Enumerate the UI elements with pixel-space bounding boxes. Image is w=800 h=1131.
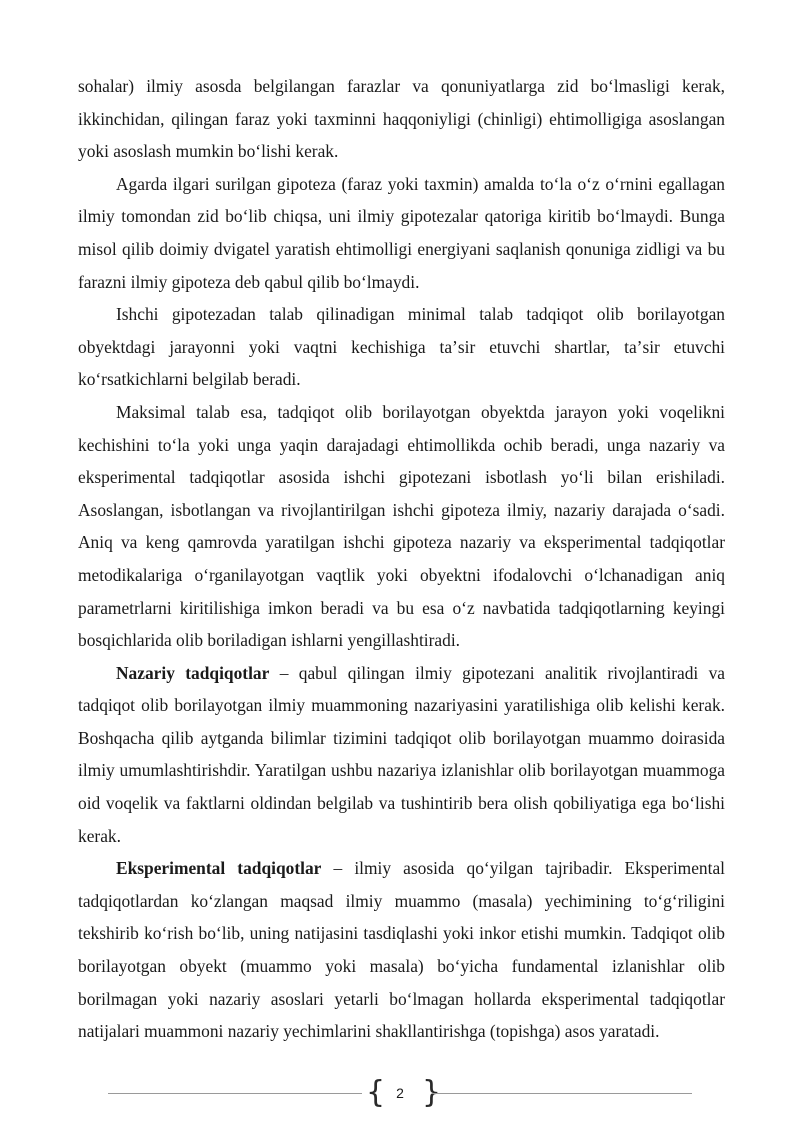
paragraph-maximal-requirement: Maksimal talab esa, tadqiqot olib borilayotgan obyektda jarayon yoki voqelikni kechishini toʻla yoki unga yaqin darajadagi ehtimollikda ochib beradi, unga nazariy va eksperimental tadqiqotlar asosida ishchi gipotezani isbotlash yoʻli bilan erishiladi. Asoslangan, isbotlangan va rivojlantirilgan ishchi gipoteza ilmiy, nazariy darajada oʻsadi. Aniq va keng qamrovda yaratilgan ishchi gipoteza nazariy va eksperimental tadqiqotlar metodikalariga oʻrganilayotgan vaqtlik yoki obyektni ifodalovchi oʻlchanadigan aniq parametrlarni kiritilishiga imkon beradi va bu esa oʻz navbatida tadqiqotlarning keyingi bosqichlarida olib boriladigan ishlarni yengillashtiradi.	[78, 401, 725, 651]
paragraph-hypothesis-contradiction: Agarda ilgari surilgan gipoteza (faraz yoki taxmin) amalda toʻla oʻz oʻrnini egallagan ilmiy tomondan zid boʻlib chiqsa, uni ilmiy gipotezalar qatoriga kiritib boʻlmaydi. Bunga misol qilib doimiy dvigatel yaratish ehtimolligi energiyani saqlanish qonuniga zidligi va bu farazni ilmiy gipoteza deb qabul qilib boʻlmaydi.	[78, 173, 725, 292]
definition-theoretical-research: – qabul qilingan ilmiy gipotezani analitik rivojlantiradi va tadqiqot olib borilayotgan ilmiy muammoning nazariyasini yaratilishiga olib kelishi kerak. Boshqacha qilib aytganda bilimlar tizimini tadqiqot olib borilayotgan muammo doirasida ilmiy umumlashtirishdir. Yaratilgan ushbu nazariya izlanishlar olib borilayotgan muammoga oid voqelik va faktlarni oldindan belgilab va tushintirib bera olish qobiliyatiga ega boʻlishi kerak.	[78, 662, 726, 846]
footer-rule-right	[432, 1093, 692, 1094]
paragraph-continuation: sohalar) ilmiy asosda belgilangan farazlar va qonuniyatlarga zid boʻlmasligi kerak, ikkinchidan, qilingan faraz yoki taxminni haqqoniyligi (chinligi) ehtimolligiga asoslangan yoki asoslash mumkin boʻlishi kerak.	[78, 76, 725, 162]
term-experimental-research: Eksperimental tadqiqotlar	[116, 858, 322, 879]
definition-experimental-research: – ilmiy asosida qoʻyilgan tajribadir. Eksperimental tadqiqotlardan koʻzlangan maqsad ilmiy muammo (masala) yechimining toʻgʻriligini tekshirib koʻrish boʻlib, uning natijasini tasdiqlashi yoki inkor etishi mumkin. Tadqiqot olib borilayotgan obyekt (muammo yoki masala) boʻyicha fundamental izlanishlar olib borilmagan yoki nazariy asoslari yetarli boʻlmagan hollarda eksperimental tadqiqotlar natijalari muammoni nazariy yechimlarini shakllantirishga (topishga) asos yaratadi.	[78, 858, 725, 1042]
paragraph-minimal-requirement: Ishchi gipotezadan talab qilinadigan minimal talab tadqiqot olib borilayotgan obyektdagi jarayonni yoki vaqtni kechishiga taʼsir etuvchi shartlar, taʼsir etuvchi koʻrsatkichlarni belgilab beradi.	[78, 304, 725, 390]
footer-brace-close: }	[422, 1075, 442, 1110]
paragraph-theoretical-research	[78, 657, 725, 853]
footer-rule-left	[108, 1093, 362, 1094]
term-theoretical-research: Nazariy tadqiqotlar	[116, 662, 270, 683]
paragraph-experimental-research	[78, 852, 725, 1048]
page-number: 2	[396, 1085, 404, 1101]
page-footer	[108, 1075, 692, 1111]
page-body	[78, 70, 725, 1048]
footer-brace-open: {	[366, 1075, 386, 1110]
